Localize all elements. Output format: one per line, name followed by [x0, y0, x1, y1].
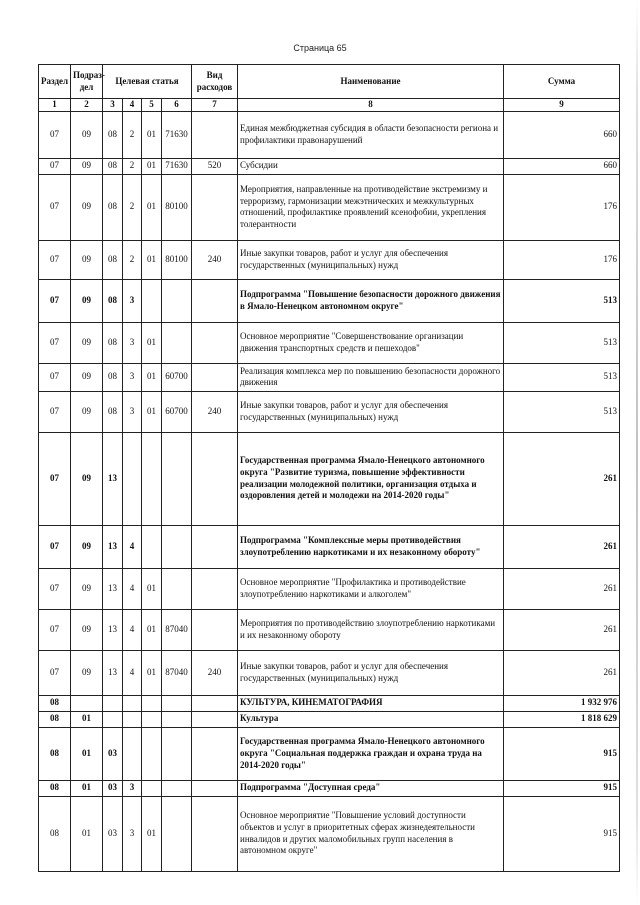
razdel-cell: 07: [39, 432, 71, 525]
vid-cell: [192, 780, 238, 796]
podrazdel-cell: 09: [71, 432, 103, 525]
col-number: 9: [504, 99, 620, 112]
vid-cell: 240: [192, 240, 238, 279]
podrazdel-cell: 01: [71, 711, 103, 727]
name-cell: Иные закупки товаров, работ и услуг для обеспечения государственных (муниципальных) нужд: [238, 650, 504, 695]
table-row: [39, 158, 620, 174]
table-row: [39, 780, 620, 796]
target-event-cell: 01: [142, 174, 162, 240]
name-cell: Мероприятия по противодействию злоупотреблению наркотиками и их незаконному обороту: [238, 609, 504, 650]
col-number: 1: [39, 99, 71, 112]
target-direction-cell: [162, 525, 192, 568]
vid-cell: 240: [192, 391, 238, 432]
sum-cell: 660: [504, 158, 620, 174]
target-subprogram-cell: 2: [123, 174, 142, 240]
podrazdel-cell: 09: [71, 322, 103, 363]
podrazdel-cell: 09: [71, 240, 103, 279]
table-row: [39, 111, 620, 158]
target-program-cell: 13: [103, 568, 123, 609]
sum-cell: 513: [504, 391, 620, 432]
podrazdel-cell: 09: [71, 158, 103, 174]
target-program-cell: 13: [103, 432, 123, 525]
target-program-cell: 03: [103, 796, 123, 871]
razdel-cell: 07: [39, 111, 71, 158]
razdel-cell: 08: [39, 796, 71, 871]
vid-cell: [192, 174, 238, 240]
target-direction-cell: 60700: [162, 363, 192, 391]
sum-cell: 261: [504, 650, 620, 695]
razdel-cell: 07: [39, 174, 71, 240]
table-row: [39, 695, 620, 711]
target-event-cell: [142, 780, 162, 796]
target-program-cell: 13: [103, 609, 123, 650]
name-cell: Культура: [238, 711, 504, 727]
target-event-cell: 01: [142, 158, 162, 174]
razdel-cell: 07: [39, 650, 71, 695]
target-program-cell: 08: [103, 391, 123, 432]
name-cell: Подпрограмма "Доступная среда": [238, 780, 504, 796]
target-event-cell: [142, 432, 162, 525]
name-cell: Реализация комплекса мер по повышению безопасности дорожного движения: [238, 363, 504, 391]
vid-cell: [192, 711, 238, 727]
table-body: [39, 111, 620, 871]
table-row: [39, 796, 620, 871]
target-event-cell: [142, 279, 162, 322]
header-tselevaya: Целевая статья: [103, 65, 192, 99]
razdel-cell: 07: [39, 609, 71, 650]
table-row: [39, 568, 620, 609]
name-cell: Подпрограмма "Комплексные меры противодействия злоупотреблению наркотиками и их незаконному обороту": [238, 525, 504, 568]
col-number: 6: [162, 99, 192, 112]
target-direction-cell: [162, 796, 192, 871]
target-event-cell: [142, 727, 162, 780]
table-row: [39, 279, 620, 322]
header-vid: Вид расходов: [192, 65, 238, 99]
header-row: [39, 65, 620, 99]
sum-cell: 660: [504, 111, 620, 158]
target-direction-cell: [162, 711, 192, 727]
table-row: [39, 432, 620, 525]
podrazdel-cell: 09: [71, 279, 103, 322]
target-program-cell: [103, 695, 123, 711]
sum-cell: 513: [504, 279, 620, 322]
razdel-cell: 07: [39, 279, 71, 322]
sum-cell: 1 932 976: [504, 695, 620, 711]
target-direction-cell: 80100: [162, 174, 192, 240]
razdel-cell: 07: [39, 363, 71, 391]
razdel-cell: 08: [39, 695, 71, 711]
name-cell: Государственная программа Ямало-Ненецкого автономного округа "Социальная поддержка граждан и охрана труда на 2014-2020 годы": [238, 727, 504, 780]
table-row: [39, 525, 620, 568]
podrazdel-cell: 09: [71, 174, 103, 240]
target-program-cell: 08: [103, 240, 123, 279]
name-cell: Государственная программа Ямало-Ненецкого автономного округа "Развитие туризма, повышение эффективности реализации молодежной политики, организация отдыха и оздоровления детей и молодежи на 2014-2020 годы": [238, 432, 504, 525]
table-row: [39, 727, 620, 780]
vid-cell: [192, 695, 238, 711]
name-cell: Иные закупки товаров, работ и услуг для обеспечения государственных (муниципальных) нужд: [238, 240, 504, 279]
target-event-cell: 01: [142, 796, 162, 871]
table-row: [39, 174, 620, 240]
target-direction-cell: 87040: [162, 650, 192, 695]
target-direction-cell: 71630: [162, 111, 192, 158]
razdel-cell: 07: [39, 391, 71, 432]
razdel-cell: 07: [39, 322, 71, 363]
col-number: 7: [192, 99, 238, 112]
razdel-cell: 08: [39, 780, 71, 796]
col-number: 5: [142, 99, 162, 112]
col-number: 3: [103, 99, 123, 112]
target-program-cell: 13: [103, 525, 123, 568]
target-event-cell: [142, 711, 162, 727]
target-subprogram-cell: 4: [123, 568, 142, 609]
target-direction-cell: [162, 727, 192, 780]
podrazdel-cell: 01: [71, 727, 103, 780]
header-razdel: Раздел: [39, 65, 71, 99]
sum-cell: 261: [504, 568, 620, 609]
vid-cell: [192, 279, 238, 322]
target-direction-cell: [162, 322, 192, 363]
razdel-cell: 08: [39, 711, 71, 727]
sum-cell: 261: [504, 609, 620, 650]
target-direction-cell: [162, 279, 192, 322]
vid-cell: [192, 796, 238, 871]
podrazdel-cell: 09: [71, 650, 103, 695]
vid-cell: [192, 322, 238, 363]
sum-cell: 513: [504, 322, 620, 363]
podrazdel-cell: 09: [71, 609, 103, 650]
sum-cell: 176: [504, 240, 620, 279]
sum-cell: 261: [504, 525, 620, 568]
table-row: [39, 650, 620, 695]
target-subprogram-cell: 4: [123, 650, 142, 695]
target-subprogram-cell: 3: [123, 796, 142, 871]
table-row: [39, 240, 620, 279]
name-cell: Основное мероприятие "Совершенствование организации движения транспортных средств и пешеходов": [238, 322, 504, 363]
target-subprogram-cell: 2: [123, 158, 142, 174]
target-program-cell: 03: [103, 727, 123, 780]
target-event-cell: 01: [142, 650, 162, 695]
target-direction-cell: [162, 780, 192, 796]
podrazdel-cell: 01: [71, 780, 103, 796]
target-event-cell: 01: [142, 391, 162, 432]
header-podrazdel: Подраз-дел: [71, 65, 103, 99]
vid-cell: 240: [192, 650, 238, 695]
podrazdel-cell: 09: [71, 111, 103, 158]
razdel-cell: 08: [39, 727, 71, 780]
table-row: [39, 711, 620, 727]
target-direction-cell: [162, 432, 192, 525]
vid-cell: [192, 609, 238, 650]
target-direction-cell: [162, 568, 192, 609]
target-subprogram-cell: 2: [123, 111, 142, 158]
sum-cell: 915: [504, 780, 620, 796]
razdel-cell: 07: [39, 568, 71, 609]
target-subprogram-cell: 3: [123, 279, 142, 322]
table-row: [39, 391, 620, 432]
name-cell: Единая межбюджетная субсидия в области безопасности региона и профилактики правонарушений: [238, 111, 504, 158]
target-direction-cell: 80100: [162, 240, 192, 279]
sum-cell: 176: [504, 174, 620, 240]
razdel-cell: 07: [39, 158, 71, 174]
name-cell: Основное мероприятие "Профилактика и противодействие злоупотреблению наркотиками и алкоголем": [238, 568, 504, 609]
vid-cell: [192, 525, 238, 568]
column-number-row: [39, 99, 620, 112]
name-cell: Иные закупки товаров, работ и услуг для обеспечения государственных (муниципальных) нужд: [238, 391, 504, 432]
target-program-cell: 08: [103, 111, 123, 158]
col-number: 2: [71, 99, 103, 112]
target-event-cell: 01: [142, 322, 162, 363]
target-event-cell: [142, 525, 162, 568]
podrazdel-cell: [71, 695, 103, 711]
target-program-cell: [103, 711, 123, 727]
target-direction-cell: 60700: [162, 391, 192, 432]
vid-cell: [192, 727, 238, 780]
target-program-cell: 08: [103, 322, 123, 363]
col-number: 4: [123, 99, 142, 112]
vid-cell: 520: [192, 158, 238, 174]
target-event-cell: 01: [142, 111, 162, 158]
sum-cell: 513: [504, 363, 620, 391]
razdel-cell: 07: [39, 240, 71, 279]
vid-cell: [192, 432, 238, 525]
target-subprogram-cell: [123, 695, 142, 711]
budget-table: [38, 64, 620, 872]
vid-cell: [192, 568, 238, 609]
target-subprogram-cell: 2: [123, 240, 142, 279]
target-event-cell: 01: [142, 240, 162, 279]
target-subprogram-cell: [123, 711, 142, 727]
name-cell: Мероприятия, направленные на противодействие экстремизму и терроризму, гармонизации межэтнических и межкультурных отношений, профилактике проявлений ксенофобии, укрепления толерантности: [238, 174, 504, 240]
target-program-cell: 08: [103, 279, 123, 322]
target-program-cell: 08: [103, 158, 123, 174]
target-direction-cell: [162, 695, 192, 711]
target-event-cell: 01: [142, 363, 162, 391]
target-subprogram-cell: 3: [123, 780, 142, 796]
table-row: [39, 363, 620, 391]
target-event-cell: 01: [142, 568, 162, 609]
target-program-cell: 08: [103, 174, 123, 240]
page-title: Страница 65: [293, 43, 347, 53]
target-subprogram-cell: 3: [123, 363, 142, 391]
target-subprogram-cell: 3: [123, 391, 142, 432]
razdel-cell: 07: [39, 525, 71, 568]
col-number: 8: [238, 99, 504, 112]
target-subprogram-cell: [123, 727, 142, 780]
target-event-cell: 01: [142, 609, 162, 650]
sum-cell: 915: [504, 727, 620, 780]
vid-cell: [192, 363, 238, 391]
table-row: [39, 609, 620, 650]
target-program-cell: 13: [103, 650, 123, 695]
target-event-cell: [142, 695, 162, 711]
sum-cell: 1 818 629: [504, 711, 620, 727]
name-cell: Субсидии: [238, 158, 504, 174]
podrazdel-cell: 09: [71, 363, 103, 391]
name-cell: КУЛЬТУРА, КИНЕМАТОГРАФИЯ: [238, 695, 504, 711]
target-subprogram-cell: [123, 432, 142, 525]
name-cell: Основное мероприятие "Повышение условий доступности объектов и услуг в приоритетных сферах жизнедеятельности инвалидов и других маломобильных групп населения в автономном округе": [238, 796, 504, 871]
target-subprogram-cell: 4: [123, 609, 142, 650]
name-cell: Подпрограмма "Повышение безопасности дорожного движения в Ямало-Ненецком автономном округе": [238, 279, 504, 322]
target-direction-cell: 71630: [162, 158, 192, 174]
header-summa: Сумма: [504, 65, 620, 99]
podrazdel-cell: 01: [71, 796, 103, 871]
target-program-cell: 08: [103, 363, 123, 391]
scan-edge: [636, 0, 638, 905]
podrazdel-cell: 09: [71, 568, 103, 609]
target-subprogram-cell: 4: [123, 525, 142, 568]
header-naimenovanie: Наименование: [238, 65, 504, 99]
sum-cell: 261: [504, 432, 620, 525]
podrazdel-cell: 09: [71, 525, 103, 568]
target-subprogram-cell: 3: [123, 322, 142, 363]
sum-cell: 915: [504, 796, 620, 871]
vid-cell: [192, 111, 238, 158]
table-row: [39, 322, 620, 363]
target-program-cell: 03: [103, 780, 123, 796]
podrazdel-cell: 09: [71, 391, 103, 432]
target-direction-cell: 87040: [162, 609, 192, 650]
